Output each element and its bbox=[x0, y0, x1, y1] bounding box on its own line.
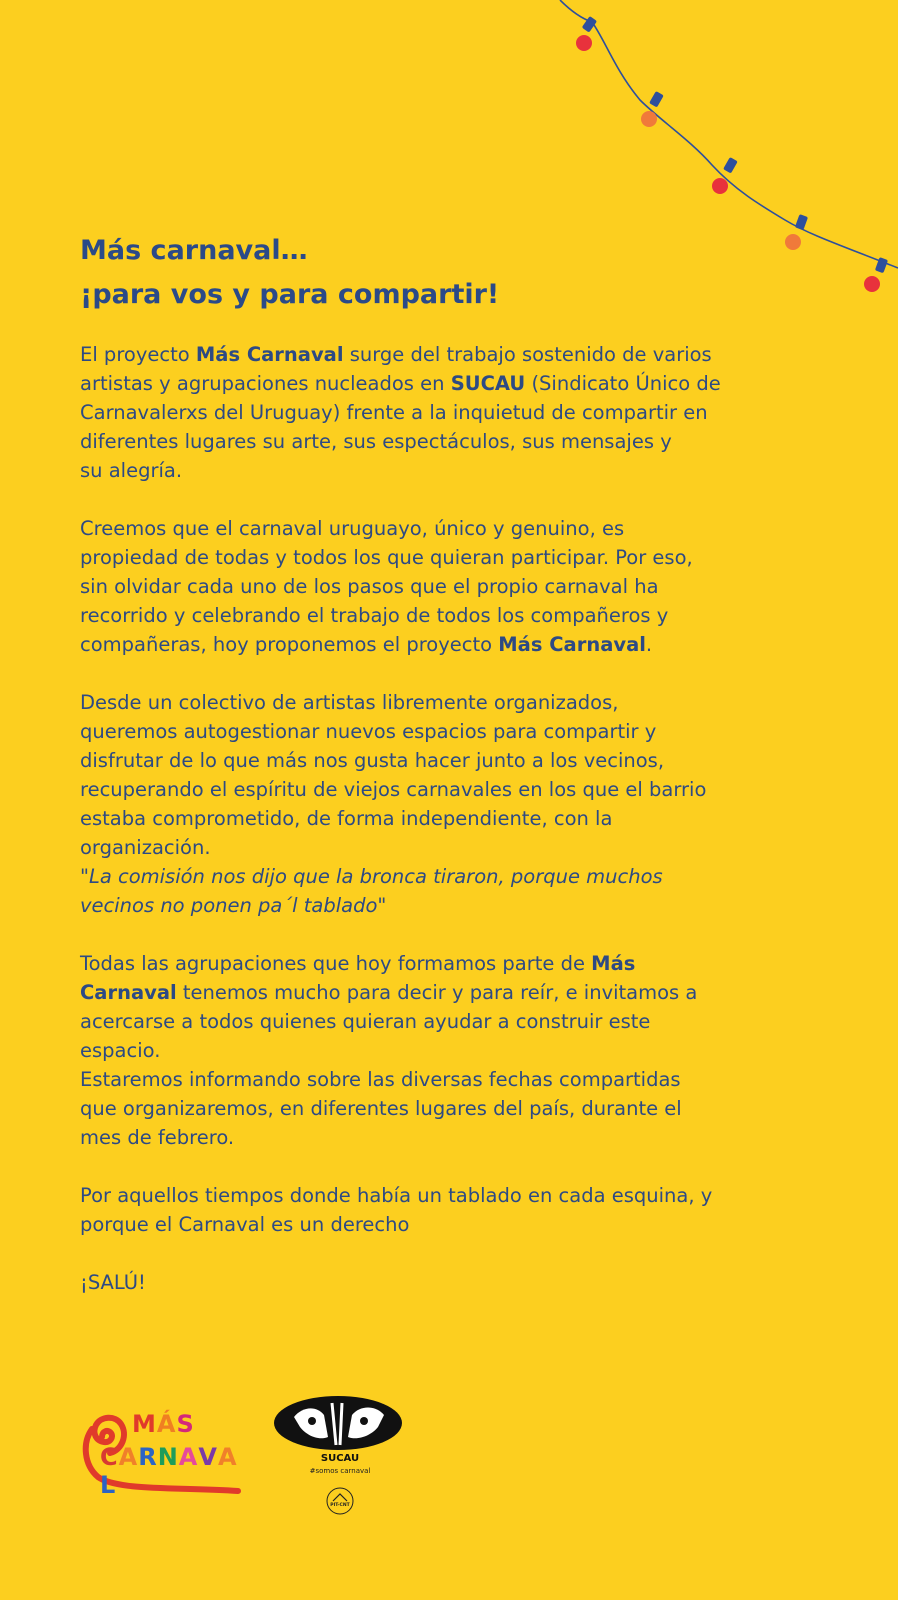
quote-line: "La comisión nos dijo que la bronca tiraron, porque muchos bbox=[80, 865, 663, 888]
text-line: Desde un colectivo de artistas libremente organizados, bbox=[80, 691, 619, 714]
text-line: su alegría. bbox=[80, 459, 183, 482]
pit-cnt-label: PIT-CNT bbox=[330, 1503, 350, 1508]
text-line: recuperando el espíritu de viejos carnavales en los que el barrio bbox=[80, 778, 707, 801]
text-line: Creemos que el carnaval uruguayo, único y genuino, es bbox=[80, 517, 625, 540]
bold-project-name: Carnaval bbox=[80, 981, 177, 1004]
light-bulb bbox=[864, 257, 888, 292]
text-line: diferentes lugares su arte, sus espectáculos, sus mensajes y bbox=[80, 430, 672, 453]
text-line: Carnavalerxs del Uruguay) frente a la inquietud de compartir en bbox=[80, 401, 708, 424]
paragraph-4 bbox=[80, 949, 800, 1152]
logo-letter: R bbox=[138, 1443, 158, 1471]
text-line: estaba comprometido, de forma independiente, con la bbox=[80, 807, 613, 830]
hands-mask-icon bbox=[272, 1395, 408, 1455]
mas-carnaval-logo bbox=[78, 1395, 248, 1499]
text-line: disfrutar de lo que más nos gusta hacer junto a los vecinos, bbox=[80, 749, 665, 772]
text-run: artistas y agrupaciones nucleados en bbox=[80, 372, 451, 395]
text-run: El proyecto bbox=[80, 343, 196, 366]
text-line: mes de febrero. bbox=[80, 1126, 235, 1149]
pit-cnt-emblem-icon bbox=[320, 1481, 360, 1521]
paragraph-closing bbox=[80, 1268, 800, 1297]
text-run: surge del trabajo sostenido de varios bbox=[343, 343, 712, 366]
logo-letter: S bbox=[176, 1410, 195, 1438]
text-line: porque el Carnaval es un derecho bbox=[80, 1213, 410, 1236]
text-line: acercarse a todos quienes quieran ayudar a construir este bbox=[80, 1010, 651, 1033]
bold-project-name: Más Carnaval bbox=[195, 343, 344, 366]
light-bulb bbox=[785, 214, 808, 250]
logo-letter: A bbox=[217, 1443, 238, 1471]
text-line: Estaremos informando sobre las diversas fechas compartidas bbox=[80, 1068, 681, 1091]
logo-letter: A bbox=[118, 1443, 139, 1471]
logo-letter: N bbox=[157, 1443, 179, 1471]
bold-project-name: Más Carnaval bbox=[498, 633, 646, 656]
logo-letter: C bbox=[100, 1443, 119, 1471]
title-line-1: Más carnaval… bbox=[80, 235, 308, 266]
text-line: queremos autogestionar nuevos espacios para compartir y bbox=[80, 720, 657, 743]
text-line: organización. bbox=[80, 836, 211, 859]
text-run: tenemos mucho para decir y para reír, e invitamos a bbox=[176, 981, 698, 1004]
text-run: . bbox=[645, 633, 653, 656]
text-line: que organizaremos, en diferentes lugares del país, durante el bbox=[80, 1097, 682, 1120]
text-line: espacio. bbox=[80, 1039, 161, 1062]
mas-word bbox=[132, 1410, 195, 1438]
paragraph-3 bbox=[80, 688, 800, 920]
sucau-name: SUCAU bbox=[320, 1453, 360, 1464]
logo-letter: V bbox=[198, 1443, 218, 1471]
quote-line: vecinos no ponen pa´l tablado" bbox=[80, 894, 387, 917]
bold-sucau: SUCAU bbox=[450, 372, 526, 395]
light-bulb bbox=[712, 157, 738, 194]
closing-salute: ¡SALÚ! bbox=[80, 1271, 146, 1294]
bold-project-name: Más bbox=[591, 952, 636, 975]
light-bulb bbox=[641, 91, 664, 127]
text-run: Todas las agrupaciones que hoy formamos parte de bbox=[80, 952, 592, 975]
logo-letter: A bbox=[178, 1443, 199, 1471]
paragraph-1 bbox=[80, 340, 800, 485]
page-title bbox=[80, 229, 499, 317]
text-run: (Sindicato Único de bbox=[525, 372, 721, 395]
text-line: Por aquellos tiempos donde había un tablado en cada esquina, y bbox=[80, 1184, 713, 1207]
light-bulb bbox=[576, 16, 597, 51]
sucau-tagline: #somos carnaval bbox=[309, 1467, 371, 1475]
carnaval-word bbox=[100, 1443, 248, 1499]
paragraph-5 bbox=[80, 1181, 800, 1239]
paragraph-2 bbox=[80, 514, 800, 659]
logo-letter: M bbox=[132, 1410, 157, 1438]
logo-letter: Á bbox=[156, 1410, 177, 1438]
text-run: compañeras, hoy proponemos el proyecto bbox=[80, 633, 499, 656]
logo-letter: L bbox=[100, 1471, 117, 1499]
footer-logos bbox=[0, 1395, 898, 1595]
body-text bbox=[80, 340, 800, 1326]
text-line: propiedad de todas y todos los que quieran participar. Por eso, bbox=[80, 546, 693, 569]
sucau-logo bbox=[272, 1395, 412, 1555]
text-line: recorrido y celebrando el trabajo de todos los compañeros y bbox=[80, 604, 669, 627]
text-line: sin olvidar cada uno de los pasos que el propio carnaval ha bbox=[80, 575, 659, 598]
title-line-2: ¡para vos y para compartir! bbox=[80, 279, 500, 310]
